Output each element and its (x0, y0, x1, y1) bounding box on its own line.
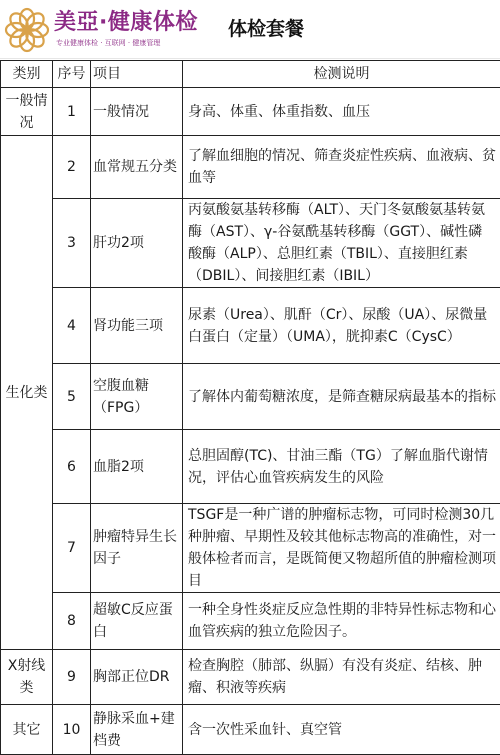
category-cell: 生化类 (1, 136, 53, 650)
brand-slogan: 专业健康体检 · 互联网 · 健康管理 (56, 38, 160, 48)
description-cell: 丙氨酸氨基转移酶（ALT）、天门冬氨酸氨基转氨酶（AST）、γ-谷氨酰基转移酶（GGT）、碱性磷酸酶（ALP）、总胆红素（TBIL）、直接胆红素（DBIL）、间接胆红素（IBIL） (183, 199, 500, 288)
item-cell: 肾功能三项 (91, 288, 183, 364)
checkup-package-table (0, 60, 500, 755)
number-cell: 5 (53, 364, 91, 430)
page-header (0, 0, 500, 59)
description-cell: 总胆固醇(TC)、甘油三酯（TG）了解血脂代谢情况，评估心血管疾病发生的风险 (183, 430, 500, 504)
number-cell: 3 (53, 199, 91, 288)
item-cell: 血常规五分类 (91, 136, 183, 199)
item-cell: 血脂2项 (91, 430, 183, 504)
table-row (1, 199, 500, 288)
item-cell: 肝功2项 (91, 199, 183, 288)
category-cell: 一般情况 (1, 88, 53, 136)
header-description: 检测说明 (183, 61, 500, 88)
header-item: 项目 (91, 61, 183, 88)
table-row (1, 504, 500, 593)
table-row (1, 88, 500, 136)
item-cell: 肿瘤特异生长因子 (91, 504, 183, 593)
number-cell: 2 (53, 136, 91, 199)
item-cell: 胸部正位DR (91, 650, 183, 705)
description-cell: 含一次性采血针、真空管 (183, 705, 500, 755)
header-category: 类别 (1, 61, 53, 88)
number-cell: 6 (53, 430, 91, 504)
table-row (1, 705, 500, 755)
table-row (1, 430, 500, 504)
category-cell: X射线类 (1, 650, 53, 705)
description-cell: TSGF是一种广谱的肿瘤标志物，可同时检测30几种肿瘤、早期性及较其他标志物高的准确性，对一般体检者而言，是既简便又物超所值的肿瘤检测项目 (183, 504, 500, 593)
item-cell: 一般情况 (91, 88, 183, 136)
number-cell: 4 (53, 288, 91, 364)
number-cell: 9 (53, 650, 91, 705)
table-row (1, 364, 500, 430)
flower-logo-icon (2, 5, 52, 55)
description-cell: 了解血细胞的情况、筛查炎症性疾病、血液病、贫血等 (183, 136, 500, 199)
header-number: 序号 (53, 61, 91, 88)
item-cell: 静脉采血+建档费 (91, 705, 183, 755)
item-cell: 超敏C反应蛋白 (91, 593, 183, 650)
table-row (1, 593, 500, 650)
page-title: 体检套餐 (228, 14, 304, 41)
brand-logo (2, 2, 197, 56)
table-row (1, 136, 500, 199)
number-cell: 7 (53, 504, 91, 593)
number-cell: 1 (53, 88, 91, 136)
item-cell: 空腹血糖（FPG） (91, 364, 183, 430)
description-cell: 身高、体重、体重指数、血压 (183, 88, 500, 136)
description-cell: 检查胸腔（肺部、纵膈）有没有炎症、结核、肿瘤、积液等疾病 (183, 650, 500, 705)
description-cell: 了解体内葡萄糖浓度，是筛查糖尿病最基本的指标 (183, 364, 500, 430)
brand-name: 美亞·健康体检 (54, 5, 198, 36)
number-cell: 8 (53, 593, 91, 650)
description-cell: 尿素（Urea）、肌酐（Cr）、尿酸（UA）、尿微量白蛋白（定量）（UMA），胱抑素C（CysC） (183, 288, 500, 364)
category-cell: 其它 (1, 705, 53, 755)
number-cell: 10 (53, 705, 91, 755)
description-cell: 一种全身性炎症反应急性期的非特异性标志物和心血管疾病的独立危险因子。 (183, 593, 500, 650)
table-row (1, 650, 500, 705)
table-row (1, 288, 500, 364)
table-header-row (1, 61, 500, 88)
